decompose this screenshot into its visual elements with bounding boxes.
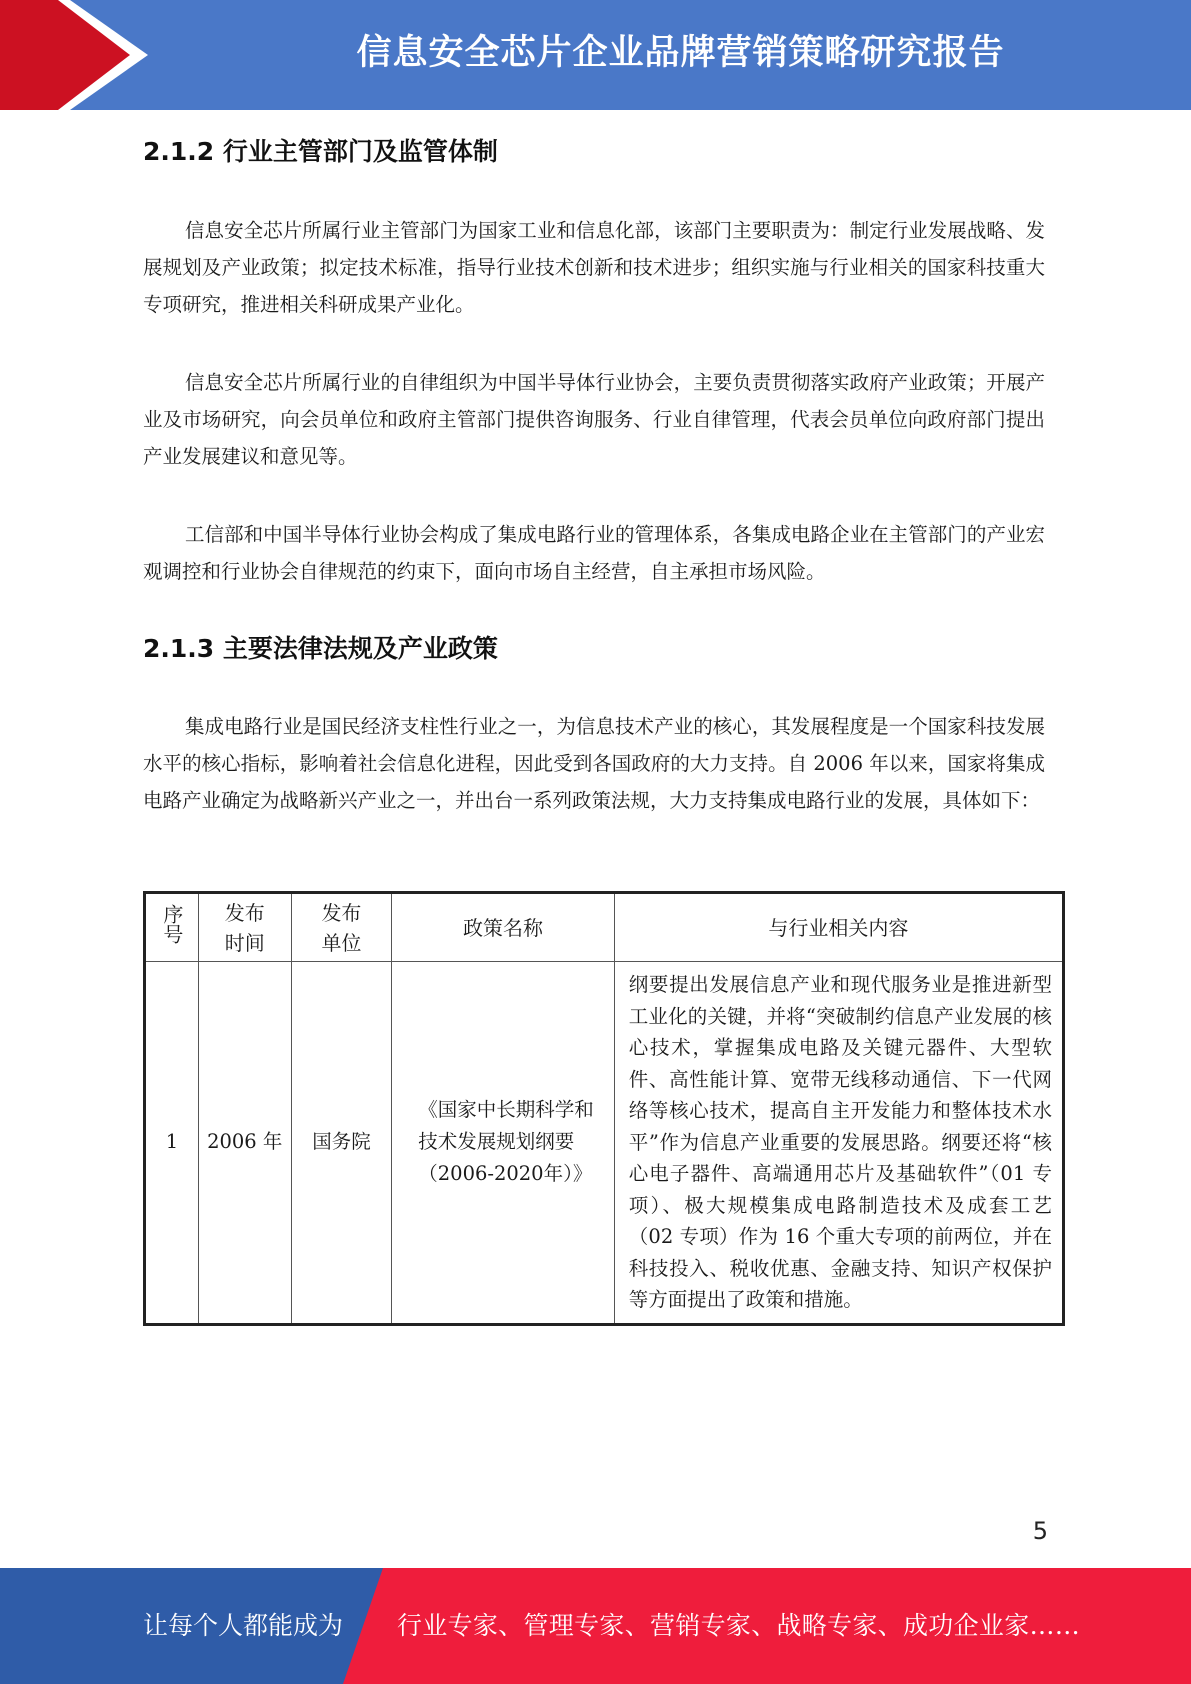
footer-slogan-left: 让每个人都能成为 [143, 1611, 344, 1640]
page-number: 5 [1032, 1517, 1048, 1545]
cell-date: 2006 年 [198, 962, 291, 1325]
section-heading-2-1-3: 2.1.3 主要法律法规及产业政策 [143, 634, 498, 663]
cell-unit: 国务院 [291, 962, 392, 1325]
footer-slogan-right: 行业专家、管理专家、营销专家、战略专家、成功企业家…… [397, 1611, 1081, 1640]
cell-policy-name: 《国家中长期科学和技术发展规划纲要（2006-2020年）》 [392, 962, 614, 1325]
paragraph: 信息安全芯片所属行业主管部门为国家工业和信息化部，该部门主要职责为：制定行业发展战略、发展规划及产业政策；拟定技术标准，指导行业技术创新和技术进步；组织实施与行业相关的国家科技重大专项研究，推进相关科研成果产业化。 [143, 219, 1045, 316]
header-content: 与行业相关内容 [614, 893, 1063, 962]
paragraph: 信息安全芯片所属行业的自律组织为中国半导体行业协会，主要负责贯彻落实政府产业政策；开展产业及市场研究，向会员单位和政府主管部门提供咨询服务、行业自律管理，代表会员单位向政府部门提出产业发展建议和意见等。 [143, 371, 1045, 468]
header-date: 发布 时间 [198, 893, 291, 962]
page-header [0, 0, 1191, 110]
cell-index: 1 [145, 962, 199, 1325]
table-header-row [145, 893, 1064, 962]
paragraph: 集成电路行业是国民经济支柱性行业之一，为信息技术产业的核心，其发展程度是一个国家科技发展水平的核心指标，影响着社会信息化进程，因此受到各国政府的大力支持。自 2006 年以来，国家将集成电路产业确定为战略新兴产业之一，并出台一系列政策法规，大力支持集成电路行业的发展，具体如下： [143, 715, 1045, 812]
table-row [145, 962, 1064, 1325]
report-title: 信息安全芯片企业品牌营销策略研究报告 [356, 33, 1005, 73]
header-unit: 发布 单位 [291, 893, 392, 962]
page-footer [0, 1568, 1191, 1684]
paragraph: 工信部和中国半导体行业协会构成了集成电路行业的管理体系，各集成电路企业在主管部门的产业宏观调控和行业协会自律规范的约束下，面向市场自主经营，自主承担市场风险。 [143, 523, 1045, 583]
header-index: 序号 [145, 893, 199, 962]
section-heading-2-1-2: 2.1.2 行业主管部门及监管体制 [143, 137, 498, 166]
header-policy-name: 政策名称 [392, 893, 614, 962]
policy-table [143, 891, 1065, 1326]
chevron-arrow-icon [0, 0, 160, 110]
cell-content: 纲要提出发展信息产业和现代服务业是推进新型工业化的关键，并将“突破制约信息产业发展的核心技术，掌握集成电路及关键元器件、大型软件、高性能计算、宽带无线移动通信、下一代网络等核心技术，提高自主开发能力和整体技术水平”作为信息产业重要的发展思路。纲要还将“核心电子器件、高端通用芯片及基础软件”（01 专项）、极大规模集成电路制造技术及成套工艺（02 专项）作为 16 个重大专项的前两位，并在科技投入、税收优惠、金融支持、知识产权保护等方面提出了政策和措施。 [614, 962, 1063, 1325]
